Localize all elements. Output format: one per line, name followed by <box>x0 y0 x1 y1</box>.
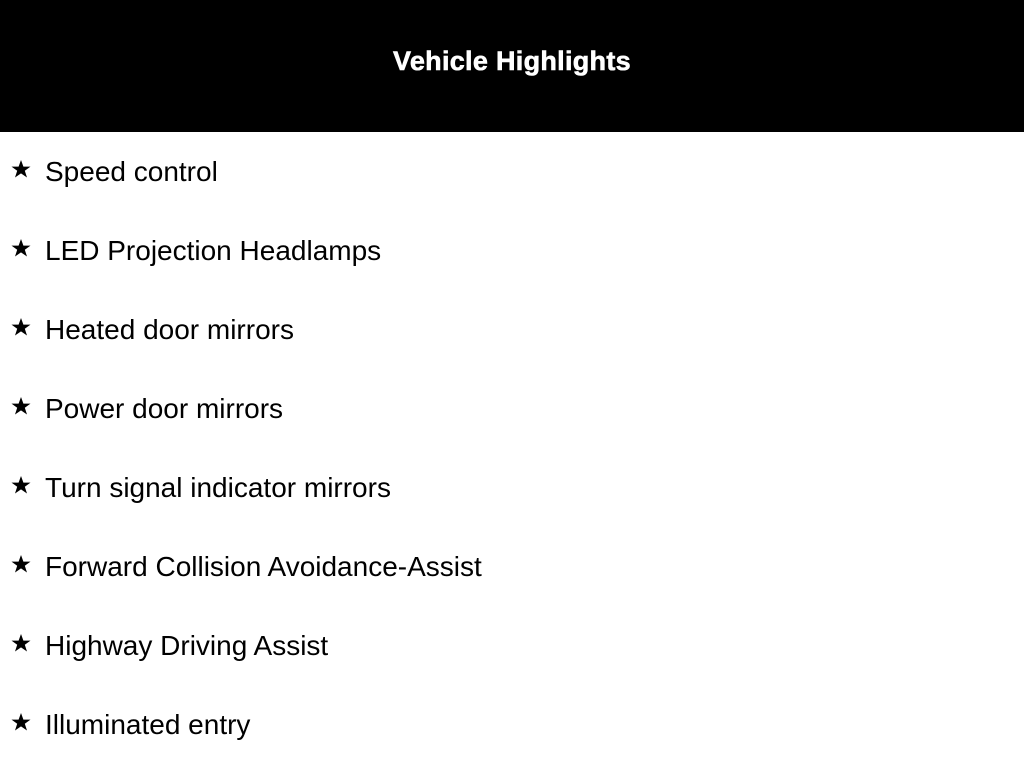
list-item-label: Highway Driving Assist <box>45 630 329 661</box>
page-title: Vehicle Highlights <box>393 45 631 76</box>
list-item-label: LED Projection Headlamps <box>45 235 382 266</box>
header-bar <box>0 0 1024 132</box>
star-icon <box>11 475 31 495</box>
star-icon <box>11 633 31 653</box>
star-icon <box>11 554 31 574</box>
star-icon <box>11 396 31 416</box>
list-item-label: Turn signal indicator mirrors <box>45 472 391 503</box>
star-icon <box>11 712 31 732</box>
list-item-label: Power door mirrors <box>45 393 284 424</box>
list-item-label: Heated door mirrors <box>45 314 294 345</box>
list-item-label: Illuminated entry <box>45 709 251 740</box>
list-item-label: Speed control <box>45 156 218 187</box>
star-icon <box>11 238 31 258</box>
list-item-label: Forward Collision Avoidance-Assist <box>45 551 482 582</box>
star-icon <box>11 317 31 337</box>
star-icon <box>11 159 31 179</box>
